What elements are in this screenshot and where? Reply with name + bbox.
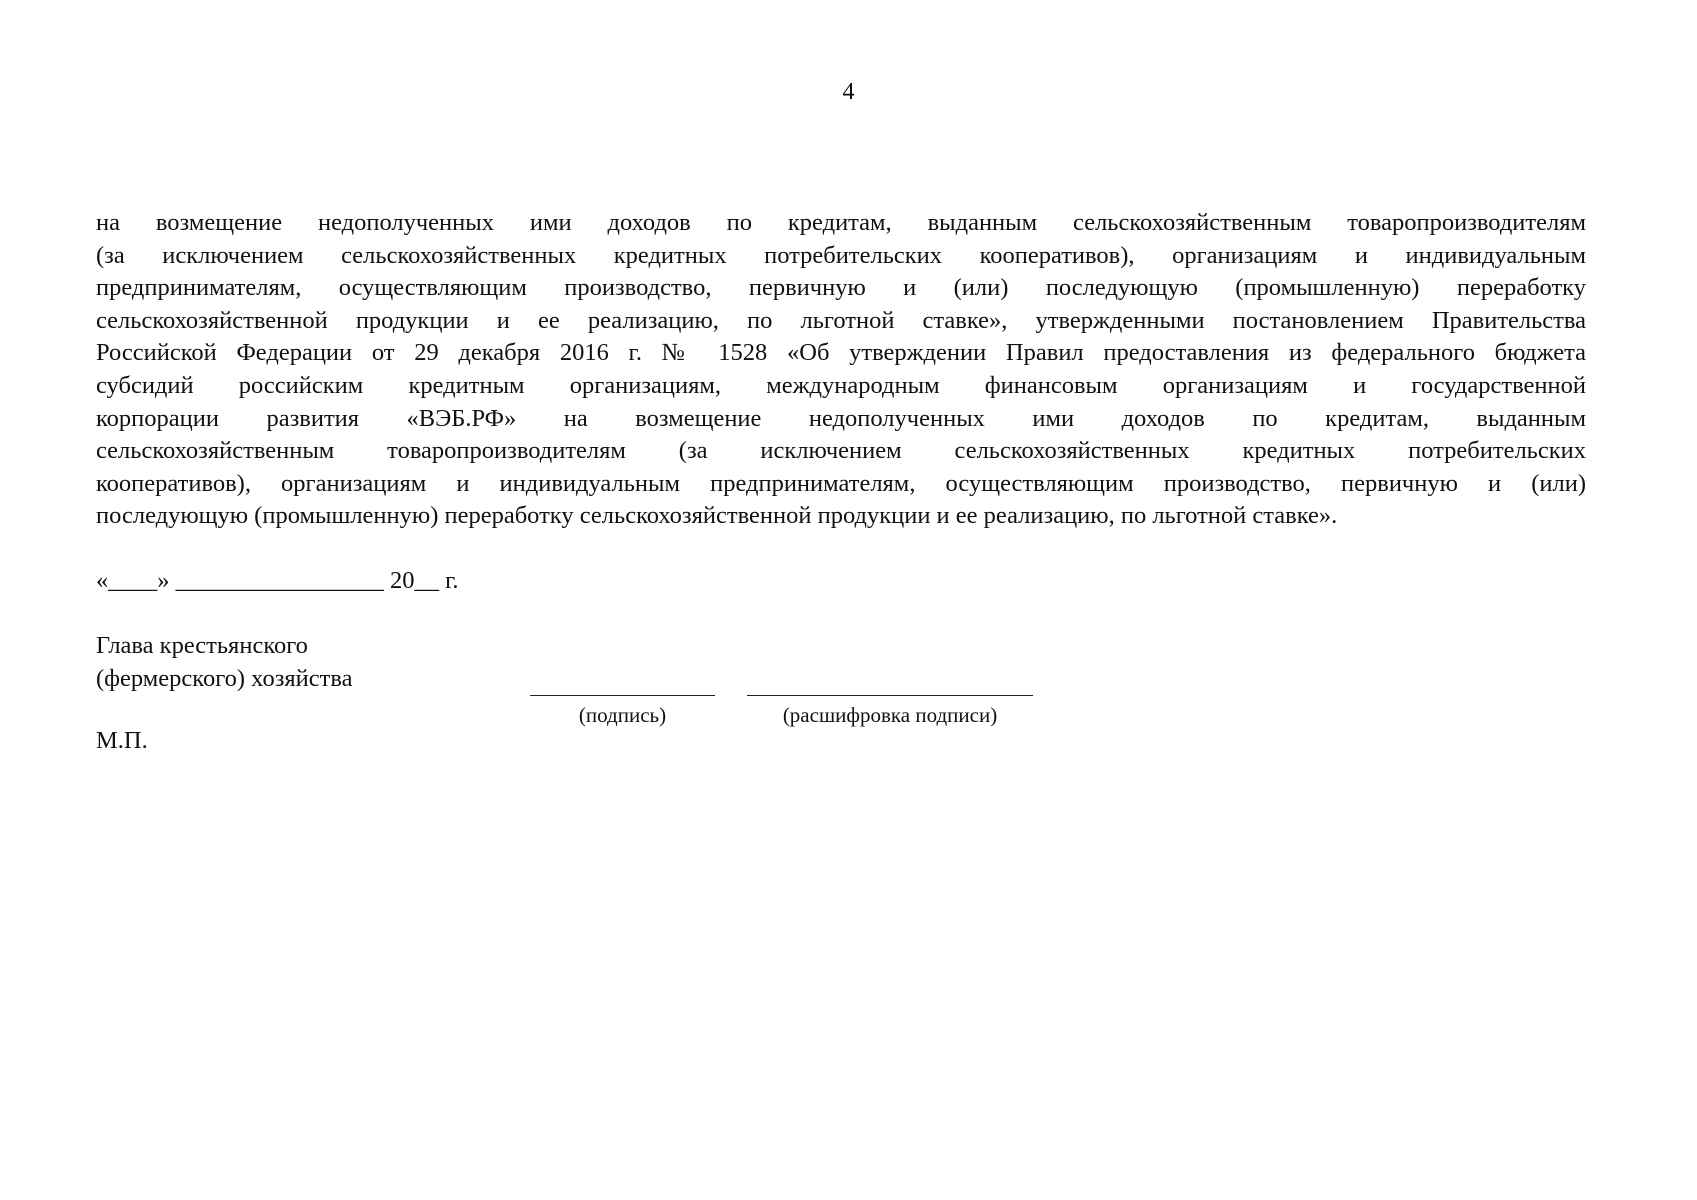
signatory-title-line-1: Глава крестьянского: [96, 632, 308, 659]
body-line: корпорации развития «ВЭБ.РФ» на возмещение недополученных ими доходов по кредитам, выданным: [96, 404, 1586, 432]
signatory-title: [96, 630, 353, 695]
body-line: сельскохозяйственным товаропроизводителям (за исключением сельскохозяйственных кредитных потребительских: [96, 437, 1586, 465]
body-line: субсидий российским кредитным организациям, международным финансовым организациям и государственной: [96, 371, 1586, 399]
body-line: (за исключением сельскохозяйственных кредитных потребительских кооперативов), организациям и индивидуальным: [96, 241, 1586, 269]
body-line: на возмещение недополученных ими доходов по кредитам, выданным сельскохозяйственным товаропроизводителям: [96, 209, 1586, 236]
body-line: кооперативов), организациям и индивидуальным предпринимателям, осуществляющим производство, первичную и (или): [96, 469, 1586, 497]
body-line: сельскохозяйственной продукции и ее реализацию, по льготной ставке», утвержденными постановлением Правительства: [96, 306, 1586, 334]
seal-mark: М.П.: [96, 727, 148, 754]
date-line: «____» _________________ 20__ г.: [96, 567, 459, 594]
page-number: 4: [842, 79, 855, 105]
signature-decryption-caption: (расшифровка подписи): [782, 703, 998, 727]
body-line: последующую (промышленную) переработку сельскохозяйственной продукции и ее реализацию, по льготной ставке».: [96, 502, 1338, 530]
signature-decryption-line: [747, 695, 1033, 696]
body-line: предпринимателям, осуществляющим производство, первичную и (или) последующую (промышленную) переработку: [96, 274, 1586, 302]
body-line: Российской Федерации от 29 декабря 2016 г. № 1528 «Об утверждении Правил предоставления из федерального бюджета: [96, 339, 1586, 367]
signatory-title-line-2: (фермерского) хозяйства: [96, 664, 353, 692]
signature-caption: (подпись): [578, 703, 667, 727]
body-paragraph: [96, 207, 1586, 533]
signature-line: [530, 695, 715, 696]
